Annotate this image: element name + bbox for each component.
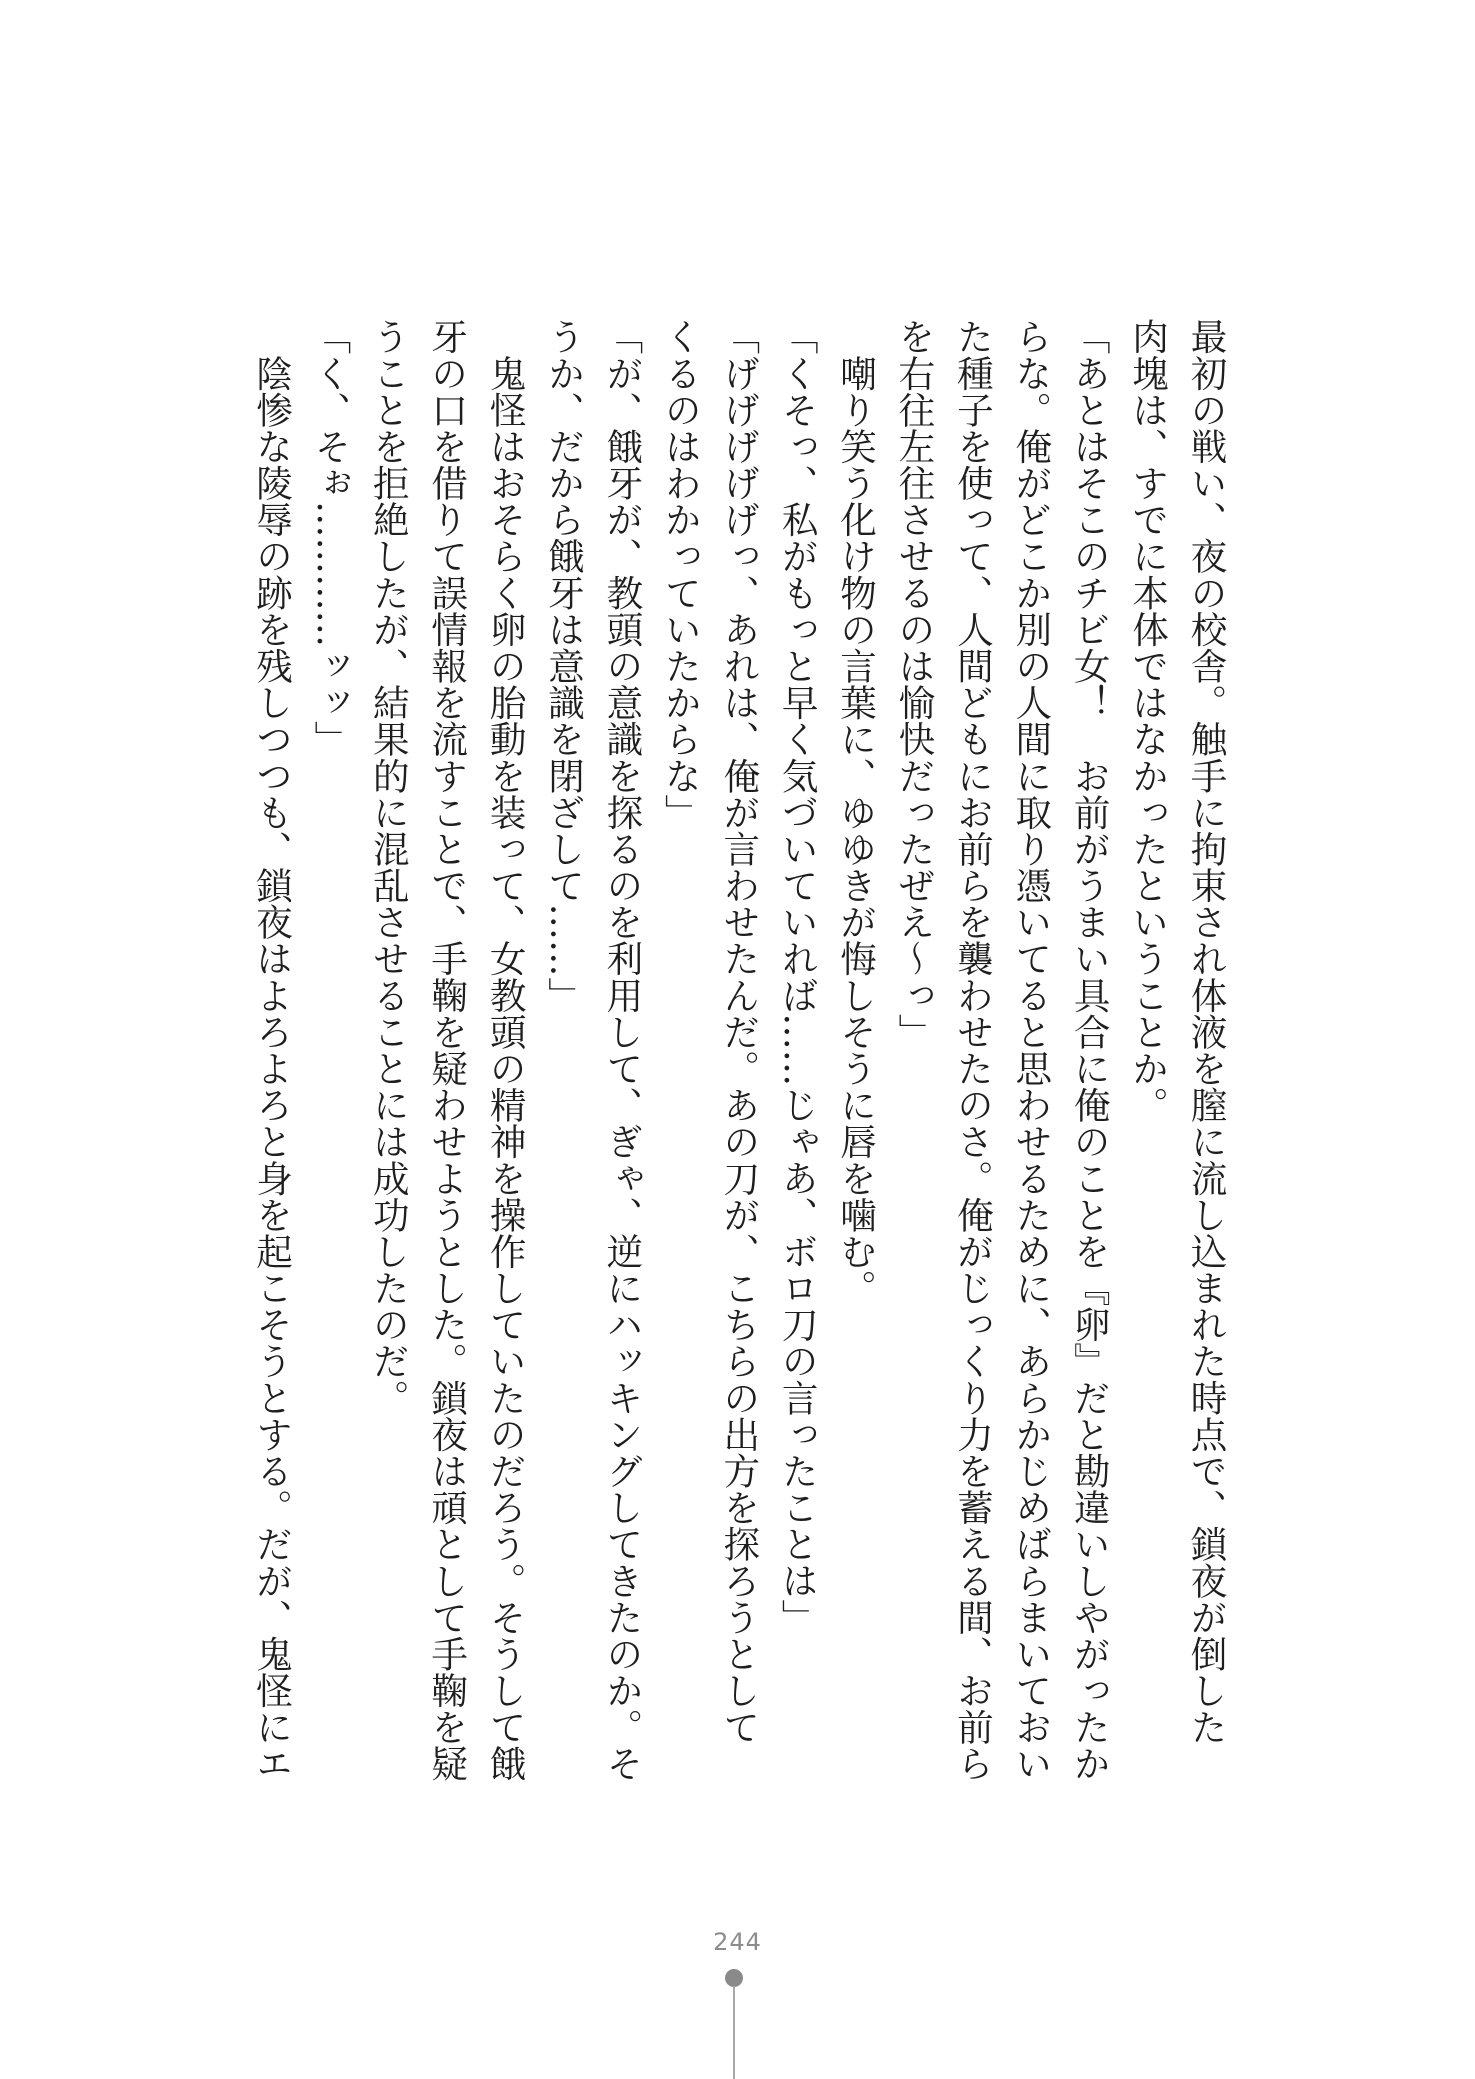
text-line: 「げげげげげっ、あれは、俺が言わせたんだ。あの刀が、こちらの出方を探ろうとして (717, 318, 761, 1746)
vertical-text-body (242, 318, 1235, 1782)
text-line: 「あとはそこのチビ女！ お前がうまい具合に俺のことを『卵』だと勘違いしやがったか (1068, 318, 1112, 1782)
text-line: 陰惨な陵辱の跡を残しつつも、鎖夜はよろよろと身を起こそうとする。だが、鬼怪にエ (250, 318, 294, 1782)
text-line: くるのはわかっていたからな」 (659, 318, 703, 831)
text-line: うか、だから餓牙は意識を閉ざして……」 (542, 318, 586, 1014)
text-line: 嘲り笑う化け物の言葉に、ゆゆきが悔しそうに唇を噛む。 (834, 318, 878, 1306)
text-line: うことを拒絶したが、結果的に混乱させることには成功したのだ。 (367, 318, 411, 1416)
text-line: 鬼怪はおそらく卵の胎動を装って、女教頭の精神を操作していたのだろう。そうして餓 (484, 318, 528, 1782)
text-line: を右往左往させるのは愉快だったぜえ～っ」 (892, 318, 936, 1050)
page-number: 244 (713, 1928, 762, 1956)
text-line: 「くそっ、私がもっと早く気づいていれば……じゃあ、ボロ刀の言ったことは」 (776, 318, 820, 1636)
page-marker-line (733, 1986, 735, 2079)
text-line: 「く、そぉ…………ッッ」 (308, 318, 352, 758)
text-line: 最初の戦い、夜の校舎。触手に拘束され体液を膣に流し込まれた時点で、鎖夜が倒した (1185, 318, 1228, 1746)
text-line: 肉塊は、すでに本体ではなかったということか。 (1126, 318, 1170, 1123)
text-line: らな。俺がどこか別の人間に取り憑いてると思わせるために、あらかじめばらまいておい (1009, 318, 1053, 1782)
text-line: た種子を使って、人間どもにお前らを襲わせたのさ。俺がじっくり力を蓄える間、お前ら (951, 318, 995, 1782)
text-line: 「が、餓牙が、教頭の意識を探るのを利用して、ぎゃ、逆にハッキングしてきたのか。そ (600, 318, 644, 1782)
text-line: 牙の口を借りて誤情報を流すことで、手鞠を疑わせようとした。鎖夜は頑として手鞠を疑 (425, 318, 469, 1782)
page-marker-dot (725, 1969, 743, 1987)
